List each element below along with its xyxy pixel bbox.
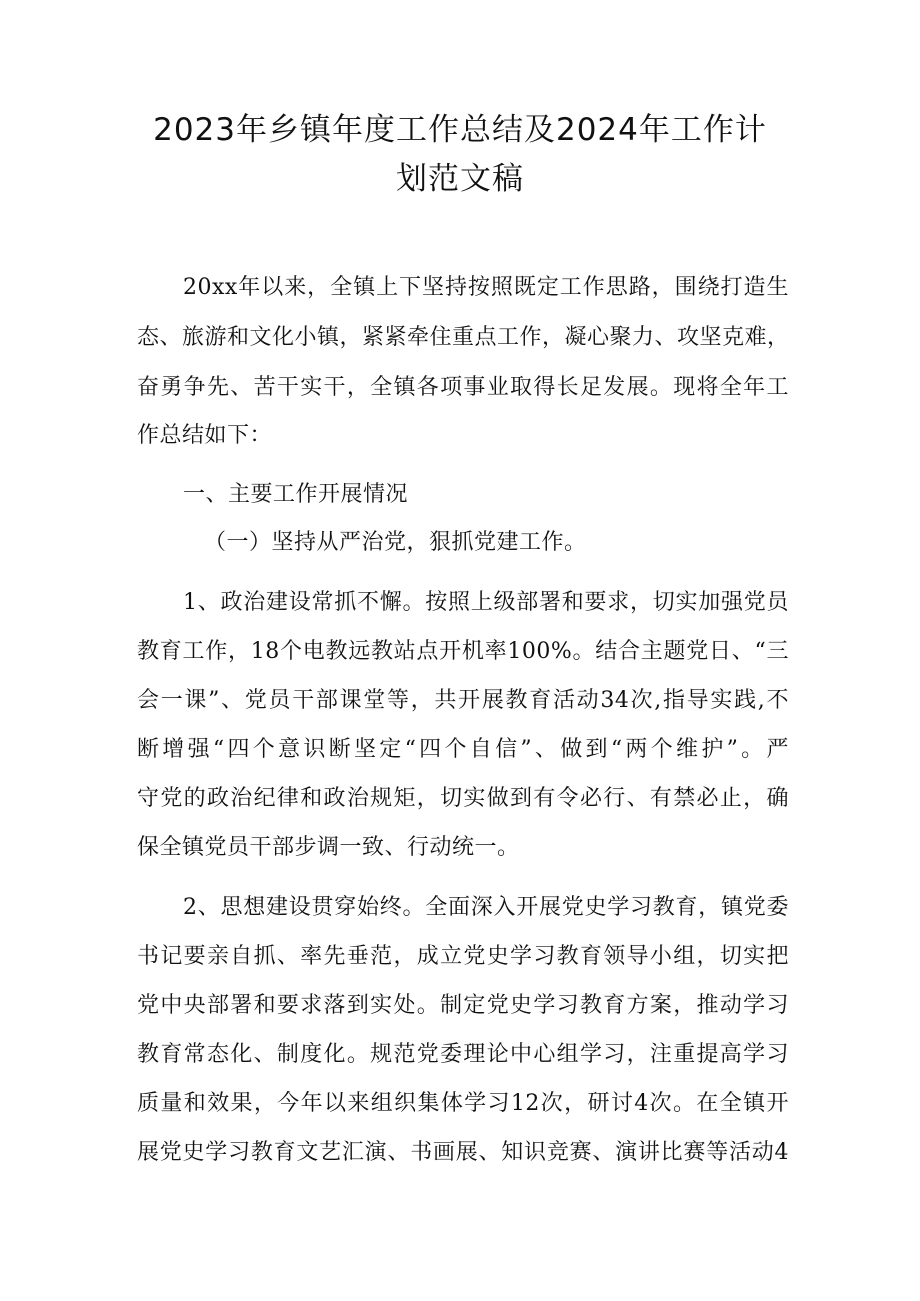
intro-line-4: 作总结如下： <box>137 423 273 448</box>
intro-line-1: 20xx年以来，全镇上下坚持按照既定工作思路，围绕打造生 <box>183 275 789 300</box>
intro-line-3: 奋勇争先、苦干实干，全镇各项事业取得长足发展。现将全年工 <box>137 375 789 400</box>
intro-line-2: 态、旅游和文化小镇，紧紧牵住重点工作，凝心聚力、攻坚克难， <box>137 325 790 350</box>
paragraph1-line-1: 1、政治建设常抓不懈。按照上级部署和要求，切实加强党员 <box>183 590 789 615</box>
paragraph2-line-5: 质量和效果，今年以来组织集体学习12次，研讨4次。在全镇开 <box>137 1091 789 1116</box>
document-title-line-2: 划范文稿 <box>396 161 524 197</box>
paragraph1-line-4: 断增强“四个意识断坚定“四个自信”、做到“两个维护”。严 <box>137 737 789 762</box>
paragraph2-line-2: 书记要亲自抓、率先垂范，成立党史学习教育领导小组，切实把 <box>137 944 789 969</box>
subsection-heading: （一）坚持从严治党，狠抓党建工作。 <box>204 530 587 555</box>
paragraph2-line-6: 展党史学习教育文艺汇演、书画展、知识竞赛、演讲比赛等活动4 <box>137 1140 789 1165</box>
paragraph1-line-3: 会一课”、党员干部课堂等，共开展教育活动34次,指导实践,不 <box>137 688 789 713</box>
paragraph2-line-1: 2、思想建设贯穿始终。全面深入开展党史学习教育，镇党委 <box>183 895 789 920</box>
section-heading: 一、主要工作开展情况 <box>183 482 409 507</box>
document-title-line-1: 2023年乡镇年度工作总结及2024年工作计 <box>153 112 767 148</box>
paragraph1-line-2: 教育工作，18个电教远教站点开机率100%。结合主题党日、“三 <box>137 639 789 664</box>
paragraph1-line-6: 保全镇党员干部步调一致、行动统一。 <box>137 835 520 860</box>
paragraph1-line-5: 守党的政治纪律和政治规矩，切实做到有令必行、有禁必止，确 <box>137 786 789 811</box>
paragraph2-line-3: 党中央部署和要求落到实处。制定党史学习教育方案，推动学习 <box>137 993 789 1018</box>
paragraph2-line-4: 教育常态化、制度化。规范党委理论中心组学习，注重提高学习 <box>137 1042 789 1067</box>
